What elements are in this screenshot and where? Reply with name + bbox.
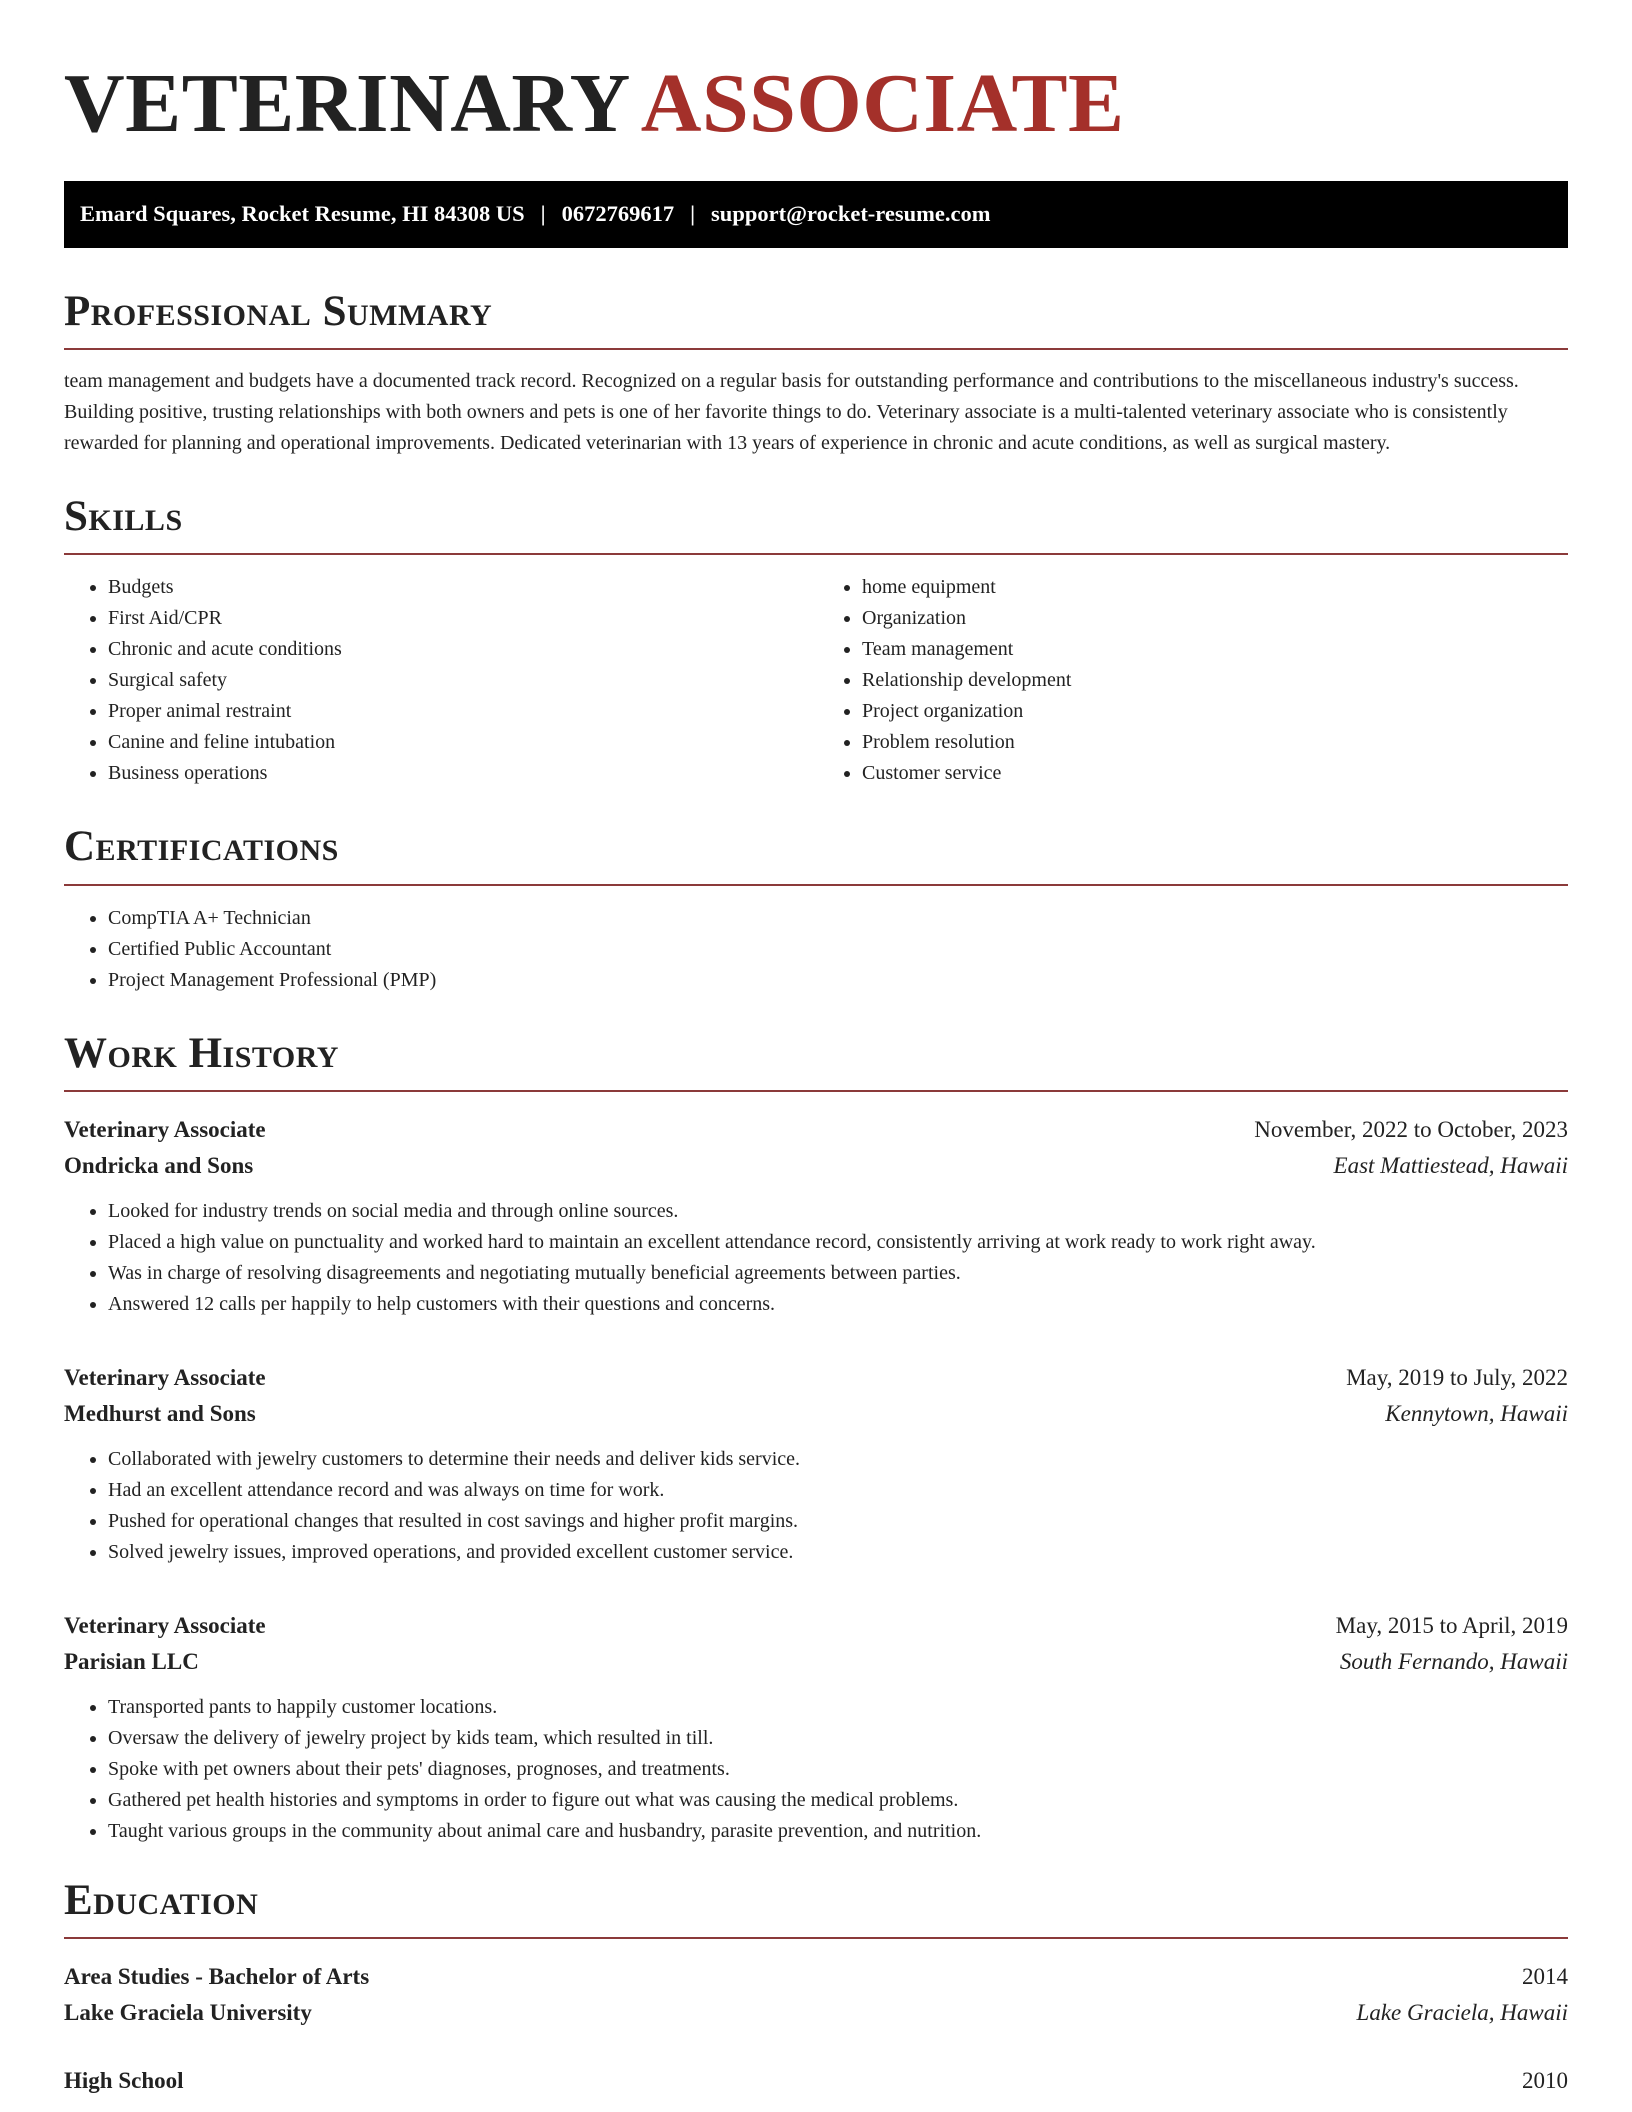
job-duty: • Pushed for operational changes that resulted in cost savings and higher profit margins. [108,1506,1568,1537]
job-duty: • Taught various groups in the community about animal care and husbandry, parasite prevention, and nutrition. [108,1816,1568,1847]
education-school-row [64,1995,1568,2031]
job-header-row [64,1112,1568,1148]
job-entry [64,1360,1568,1568]
job-duty: • Gathered pet health histories and symptoms in order to figure out what was causing the medical problems. [108,1785,1568,1816]
education-degree: Area Studies - Bachelor of Arts [64,1964,370,1990]
skills-section [64,493,1568,789]
section-divider [64,1937,1568,1939]
job-duty: • Placed a high value on punctuality and worked hard to maintain an excellent attendance record, consistently arriving at work ready to work right away. [108,1227,1568,1258]
education-location: Lake Graciela, Hawaii [1356,2000,1568,2026]
job-entry [64,1112,1568,1320]
contact-bar [64,181,1568,248]
job-duties [64,1692,1568,1847]
job-location: South Fernando, Hawaii [1339,1648,1568,1674]
skill-item: • Proper animal restraint [108,696,816,727]
job-header-row [64,1608,1568,1644]
education-year: 2014 [1522,1964,1568,1990]
skills-grid [64,555,1568,789]
education-school: Lake Graciela University [64,2000,312,2026]
education-entry [64,2063,1568,2099]
job-duty: • Oversaw the delivery of jewelry project by kids team, which resulted in till. [108,1723,1568,1754]
certifications-list [64,903,1568,996]
job-duty: • Had an excellent attendance record and was always on time for work. [108,1475,1568,1506]
skill-item: • Relationship development [862,665,1568,696]
job-company-row [64,1148,1568,1184]
section-heading: Certifications [64,823,339,871]
skill-item: • First Aid/CPR [108,603,816,634]
section-divider [64,1090,1568,1092]
job-dates: May, 2015 to April, 2019 [1335,1612,1568,1638]
skill-item: • Problem resolution [862,727,1568,758]
skill-item: • Canine and feline intubation [108,727,816,758]
summary-text: team management and budgets have a documented track record. Recognized on a regular basis for outstanding performance and contributions to the miscellaneous industry's success. Building positive, trusting relationships with both owners and pets is one of her favorite things to do. Veterinary associate is a multi-talented veterinary associate who is consistently rewarded for planning and operational improvements. Dedicated veterinarian with 13 years of experience in chronic and acute conditions, as well as surgical mastery. [64,370,1519,455]
title-last-word: ASSOCIATE [640,57,1125,150]
job-duty: • Was in charge of resolving disagreements and negotiating mutually beneficial agreements between parties. [108,1258,1568,1289]
section-divider [64,884,1568,886]
contact-separator: | [540,201,546,227]
job-title: Veterinary Associate [64,1612,266,1638]
education-degree: High School [64,2068,184,2094]
job-duty: • Transported pants to happily customer locations. [108,1692,1568,1723]
job-duty: • Answered 12 calls per happily to help customers with their questions and concerns. [108,1289,1568,1320]
section-heading: Professional Summary [64,287,493,335]
contact-email: support@rocket-resume.com [711,201,991,227]
job-company: Parisian LLC [64,1648,199,1674]
job-location: Kennytown, Hawaii [1385,1400,1568,1426]
skill-item: • Project organization [862,696,1568,727]
skill-item: • Business operations [108,758,816,789]
section-divider [64,348,1568,350]
title-first-word: VETERINARY [64,57,631,150]
education-entry [64,1959,1568,2031]
education-degree-row [64,2063,1568,2099]
skill-item: • Chronic and acute conditions [108,634,816,665]
job-header-row [64,1360,1568,1396]
skill-item: • home equipment [862,572,1568,603]
contact-phone: 0672769617 [561,201,675,227]
job-company-row [64,1644,1568,1680]
job-title: Veterinary Associate [64,1364,266,1390]
job-dates: November, 2022 to October, 2023 [1254,1116,1568,1142]
job-duties [64,1444,1568,1568]
section-heading: Skills [64,493,183,541]
job-company: Ondricka and Sons [64,1152,254,1178]
skills-column-1 [64,572,816,789]
job-company-row [64,1396,1568,1432]
job-duty: • Spoke with pet owners about their pets' diagnoses, prognoses, and treatments. [108,1754,1568,1785]
education-year: 2010 [1522,2068,1568,2094]
skill-item: • Organization [862,603,1568,634]
skills-column-2 [816,572,1568,789]
job-duty: • Collaborated with jewelry customers to determine their needs and deliver kids service. [108,1444,1568,1475]
section-heading: Education [64,1876,259,1924]
certification-item: • Project Management Professional (PMP) [108,965,1568,996]
skill-item: • Customer service [862,758,1568,789]
contact-address: Emard Squares, Rocket Resume, HI 84308 US [80,201,525,227]
section-heading: Work History [64,1029,339,1077]
skill-item: • Team management [862,634,1568,665]
education-section [64,1877,1568,2099]
certifications-section [64,823,1568,995]
job-location: East Mattiestead, Hawaii [1333,1152,1568,1178]
job-title: Veterinary Associate [64,1116,266,1142]
job-duty: • Solved jewelry issues, improved operations, and provided excellent customer service. [108,1537,1568,1568]
job-duties [64,1196,1568,1320]
certification-item: • CompTIA A+ Technician [108,903,1568,934]
skill-item: • Budgets [108,572,816,603]
job-dates: May, 2019 to July, 2022 [1346,1364,1568,1390]
skill-item: • Surgical safety [108,665,816,696]
resume-title [64,54,1568,155]
job-entry [64,1608,1568,1847]
job-company: Medhurst and Sons [64,1400,256,1426]
work-history-section [64,1030,1568,1847]
education-degree-row [64,1959,1568,1995]
certification-item: • Certified Public Accountant [108,934,1568,965]
summary-section [64,288,1568,459]
contact-separator: | [690,201,696,227]
job-duty: • Looked for industry trends on social media and through online sources. [108,1196,1568,1227]
